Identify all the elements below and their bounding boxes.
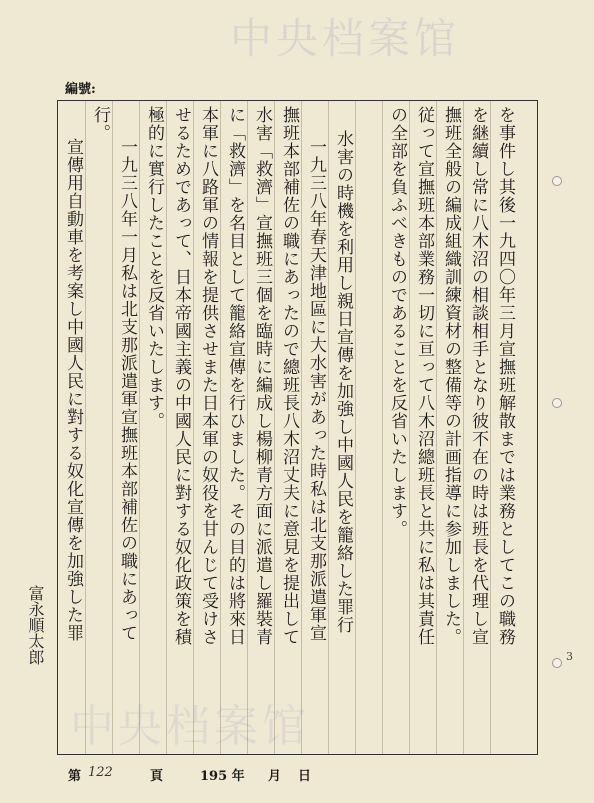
text-column-1: を事件し其後一九四〇年三月宣撫班解散までは業務としてこの職務 [495, 106, 515, 646]
column-rule [382, 101, 383, 754]
binding-hole [552, 658, 562, 668]
column-rule [166, 101, 167, 754]
text-column-15: 行。 [90, 106, 110, 142]
text-column-10: 水害「救濟」宣撫班三個を臨時に編成し楊柳青方面に派遣し羅裝青 [252, 106, 272, 646]
page-number: 122 [88, 765, 113, 780]
text-column-5: の全部を負ふべきものであることを反省いたします。 [387, 106, 407, 538]
text-column-3: 撫班全般の編成組織訓練資材の整備等の計画指導に参加しました。 [441, 106, 461, 646]
binding-hole [552, 398, 562, 408]
column-rule [490, 101, 491, 754]
text-column-9: 撫班本部補佐の職にあったので總班長八木沼丈夫に意見を提出して [279, 106, 299, 646]
text-column-16: 一九三八年一月私は北支那派遣軍宣撫班本部補佐の職にあって [117, 138, 137, 642]
text-column-11: に「救濟」を名目として籠絡宣傳を行ひました。その目的は將來日 [225, 106, 245, 646]
section-heading: 水害の時機を利用し親日宣傳を加強し中國人民を籠絡した罪行 [333, 130, 353, 634]
column-rule [220, 101, 221, 754]
footer-day: 日 [298, 769, 312, 784]
column-rule [85, 101, 86, 754]
text-column-2: を継續し常に八木沼の相談相手となり彼不在の時は班長を代理し宣 [468, 106, 488, 646]
serial-number-label: 編號: [65, 82, 96, 97]
footer-year: 195 年 [200, 769, 245, 784]
column-rule [139, 101, 140, 754]
column-rule [436, 101, 437, 754]
column-rule [328, 101, 329, 754]
binding-hole [552, 176, 562, 186]
column-rule [355, 101, 356, 754]
text-column-8: 一九三八年春天津地區に大水害があった時私は北支那派遣軍宣 [306, 138, 326, 642]
text-column-14: 極的に實行したことを反省いたします。 [144, 106, 164, 430]
text-column-12: 本軍に八路軍の情報を提供させまた日本軍の奴役を甘んじて受けさ [198, 106, 218, 646]
page-suffix: 頁 [150, 769, 164, 784]
page-prefix: 第 [68, 769, 82, 784]
text-column-17: 宣傳用自動車を考案し中國人民に對する奴化宣傳を加強した罪 [63, 138, 83, 642]
watermark-bottom: 中央档案馆 [70, 701, 310, 752]
footer-month: 月 [268, 769, 282, 784]
margin-page-number: 3 [566, 650, 573, 663]
watermark-top: 中央档案馆 [230, 14, 461, 63]
column-rule [463, 101, 464, 754]
column-rule [301, 101, 302, 754]
column-rule [274, 101, 275, 754]
column-rule [193, 101, 194, 754]
column-rule [409, 101, 410, 754]
text-column-4: 従って宣撫班本部業務一切に亘って八木沼總班長と共に私は其責任 [414, 106, 434, 646]
text-column-6 [358, 106, 382, 746]
column-rule [247, 101, 248, 754]
signature: 富永順太郎 [26, 585, 45, 665]
column-rule [112, 101, 113, 754]
text-column-13: せるためであって、日本帝國主義の中國人民に對する奴化政策を積 [171, 106, 191, 646]
